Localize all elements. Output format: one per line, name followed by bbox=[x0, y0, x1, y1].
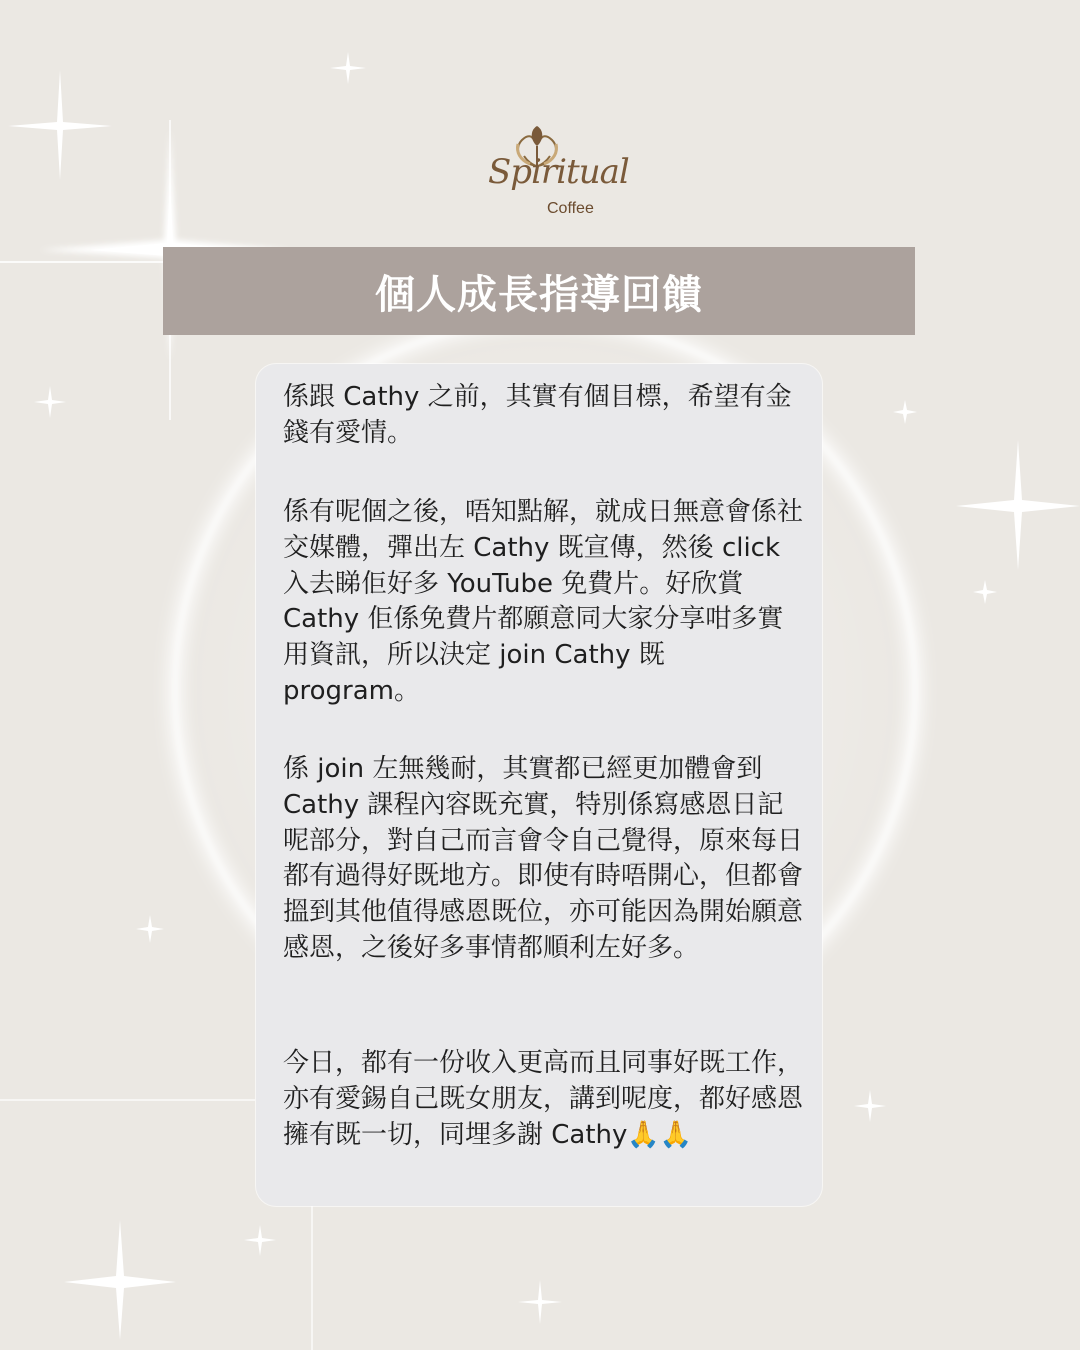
message-paragraph-3: 係 join 左無幾耐，其實都已經更加體會到 Cathy 課程內容既充實，特別係寫感恩日記呢部分，對自己而言會令自己覺得，原來每日都有過得好既地方。即使有時唔開心，但都會搵到其他值得感恩既位，亦可能因為開始願意感恩，之後好多事情都順利左好多。 bbox=[283, 754, 804, 963]
page-title: 個人成長指導回饋 bbox=[375, 270, 703, 318]
message-paragraph-4-text: 今日，都有一份收入更高而且同事好既工作，亦有愛錫自己既女朋友，講到呢度，都好感恩擁有既一切，同埋多謝 Cathy bbox=[283, 1048, 804, 1150]
message-paragraph-1: 係跟 Cathy 之前，其實有個目標，希望有金錢有愛情。 bbox=[283, 382, 792, 448]
logo-subtitle: Coffee bbox=[547, 200, 594, 217]
message-paragraph-4 bbox=[283, 1046, 808, 1153]
title-banner bbox=[163, 247, 915, 335]
praying-hands-icon: 🙏🙏 bbox=[627, 1119, 693, 1150]
logo-script-text: Spiritual bbox=[488, 152, 629, 192]
message-paragraph-2: 係有呢個之後，唔知點解，就成日無意會係社交媒體，彈出左 Cathy 既宣傳，然後 click 入去睇佢好多 YouTube 免費片。好欣賞 Cathy 佢係免費片都願意同大家分享咁多實用資訊，所以決定 join Cathy 既 program。 bbox=[283, 497, 804, 706]
